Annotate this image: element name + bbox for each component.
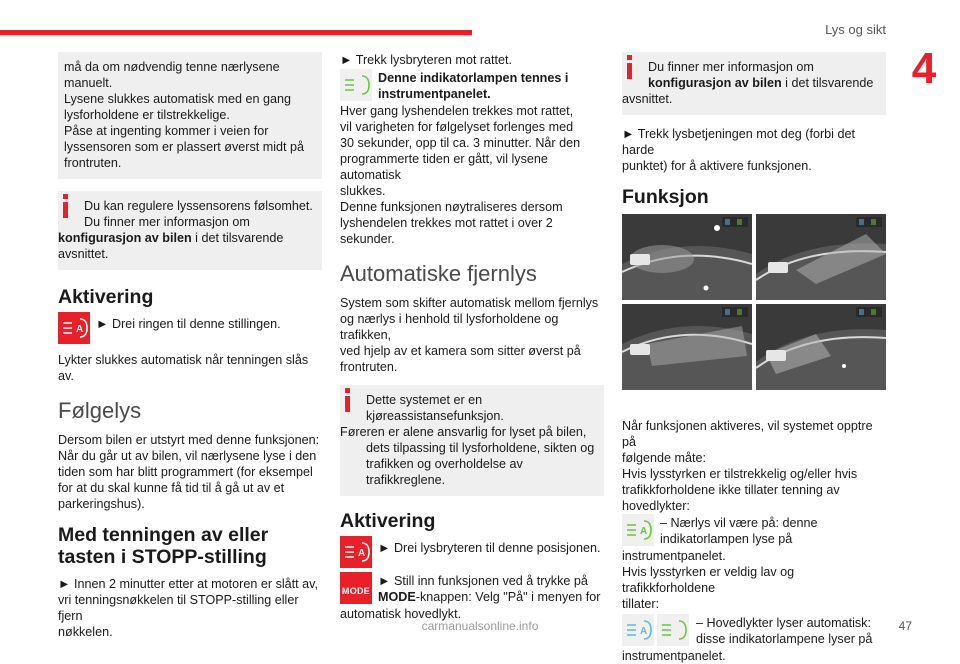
text-line: System som skifter automatisk mellom fjernlys [340,296,599,310]
text-line: Hvis lysstyrken er veldig lav og trafikkforholdene [622,565,795,595]
text-line: trafikken og overholdelse av trafikkreglene. [366,457,523,487]
heading-aktivering: Aktivering [58,286,154,308]
text-line: Når du går ut av bilen, vil nærlysene lyse i den [58,449,317,463]
text-line: kjøreassistansefunksjon. [366,409,504,423]
text-line: frontruten. [340,360,398,374]
text-span: -knappen: Velg "På" i menyen for [415,590,601,604]
text-line: frontruten. [64,156,122,170]
text-line: parkeringshus). [58,497,145,511]
info-icon [341,388,357,414]
text-line: for at du skal kunne få tid til å gå ut av et [58,481,285,495]
text-line: Dette systemet er en [366,393,483,407]
info-box [340,385,604,496]
text-line: avsnittet. [622,92,673,106]
text-line: – Hovedlykter lyser automatisk: [696,616,871,630]
auto-lights-row [58,312,322,346]
text-line: vil varigheten for følgelyset forlenges med [340,120,574,134]
text-line: avsnittet. [58,247,109,261]
road-illustration-2 [756,214,886,300]
info-icon [623,55,639,81]
dipped-beam-indicator-icon [340,69,372,101]
info-box [58,191,322,270]
heading-automatiske-fjernlys: Automatiske fjernlys [340,261,537,286]
text-line: ► Trekk lysbetjeningen mot deg (forbi det harde [622,127,855,157]
auto-headlight-icon [58,312,90,344]
indicator-row [340,69,604,103]
note-box [58,52,322,179]
column-3 [622,52,886,664]
text-line: Du finner mer informasjon om [84,215,250,229]
text-line: Lykter slukkes automatisk når tenningen slås av. [58,353,309,383]
text-line: ► Trekk lysbryteren mot rattet. [340,53,513,67]
column-2 [340,52,604,622]
watermark: carmanualsonline.info [421,619,539,633]
text-line: lyshendelen trekkes mot rattet i over 2 sekunder. [340,216,553,246]
header-red-bar [0,30,472,35]
text-line: Du kan regulere lyssensorens følsomhet. [84,199,313,213]
road-illustration-1 [622,214,752,300]
heading-funksjon: Funksjon [622,186,709,208]
info-icon [59,194,75,220]
text-line: lyssensoren som er plassert øverst midt på [64,140,305,154]
chapter-number: 4 [911,44,937,93]
auto-position-row [340,536,604,570]
mode-button-icon [340,572,372,604]
svg-text:A: A [640,526,648,537]
text-line: ved hjelp av et kamera som sitter øverst på [340,344,581,358]
text-line: ► Innen 2 minutter etter at motoren er slått av, [58,577,319,591]
text-line: Føreren er alene ansvarlig for lyset på bilen, [340,425,587,439]
text-line: og nærlys i henhold til lysforholdene og trafikken, [340,312,559,342]
text-line: 30 sekunder, opp til ca. 3 minutter. Når den [340,136,581,150]
page-number: 47 [898,619,912,633]
text-line: Dersom bilen er utstyrt med denne funksjonen: [58,433,320,447]
auto-headlight-icon [340,536,372,568]
text-line: ► Drei ringen til denne stillingen. [96,317,281,331]
text-line: ► Drei lysbryteren til denne posisjonen. [378,541,601,555]
text-line: programmerte tiden er gått, vil lysene automatisk [340,152,548,182]
heading-folgelys: Følgelys [58,398,142,423]
heading-aktivering-2: Aktivering [340,510,436,532]
text-span: i det tilsvarende [781,76,874,90]
auto-dipped-indicator-icon [622,514,654,546]
config-link-text: konfigurasjon av bilen [648,76,782,90]
text-line: hovedlykter: [622,499,690,513]
svg-text:A: A [640,626,648,637]
text-span: i det tilsvarende [191,231,284,245]
text-line: tillater: [622,597,660,611]
config-link-text: konfigurasjon av bilen [58,231,192,245]
text-line: disse indikatorlampene lyser på [696,632,873,646]
heading-line: tasten i STOPP-stilling [58,546,267,568]
text-line: instrumentpanelet. [622,549,726,563]
text-line: nøkkelen. [58,625,113,639]
info-box [622,52,886,115]
text-line: automatisk hovedlykt. [340,607,462,621]
text-line: instrumentpanelet. [622,649,726,663]
mode-row [340,572,604,606]
section-title: Lys og sikt [825,22,886,37]
text-line: indikatorlampen lyse på [660,532,793,546]
text-line: manuelt. [64,76,113,90]
text-line: trafikkforholdene ikke tillater tenning av [622,483,840,497]
text-line: Denne indikatorlampen tennes i [378,71,569,85]
text-line: – Nærlys vil være på: denne [660,516,818,530]
text-line: instrumentpanelet. [378,87,491,101]
text-line: Når funksjonen aktiveres, vil systemet opptre på [622,419,873,449]
text-line: tiden som har blitt programmert (for eksempel [58,465,313,479]
heading-med-tenningen [58,524,322,568]
text-line: Du finner mer informasjon om [648,60,814,74]
road-illustration-3 [622,304,752,390]
svg-text:A: A [76,324,84,335]
text-line: lysforholdene er tilstrekkelige. [64,108,230,122]
text-line: dets tilpassing til lysforholdene, sikten og [366,441,595,455]
illustration-grid [622,214,886,418]
heading-line: Med tenningen av eller [58,524,269,546]
text-line: Hver gang lyshendelen trekkes mot rattet, [340,104,574,118]
text-line: Denne funksjonen nøytraliseres dersom [340,200,563,214]
column-1 [58,52,322,640]
svg-text:A: A [358,548,366,559]
text-line: vri tenningsnøkkelen til STOPP-stilling eller fjern [58,593,299,623]
mode-text: MODE [378,590,416,604]
dipped-beam-row [622,514,886,548]
road-illustration-4 [756,304,886,390]
mode-label: MODE [341,586,371,596]
text-line: Hvis lysstyrken er tilstrekkelig og/eller hvis [622,467,858,481]
text-line: Lysene slukkes automatisk med en gang [64,92,292,106]
text-line: ► Still inn funksjonen ved å trykke på [378,574,588,588]
text-line: følgende måte: [622,451,707,465]
text-line: punktet) for å aktivere funksjonen. [622,159,812,173]
text-line: Påse at ingenting kommer i veien for [64,124,269,138]
text-line: må da om nødvendig tenne nærlysene [64,60,280,74]
text-line: slukkes. [340,184,386,198]
